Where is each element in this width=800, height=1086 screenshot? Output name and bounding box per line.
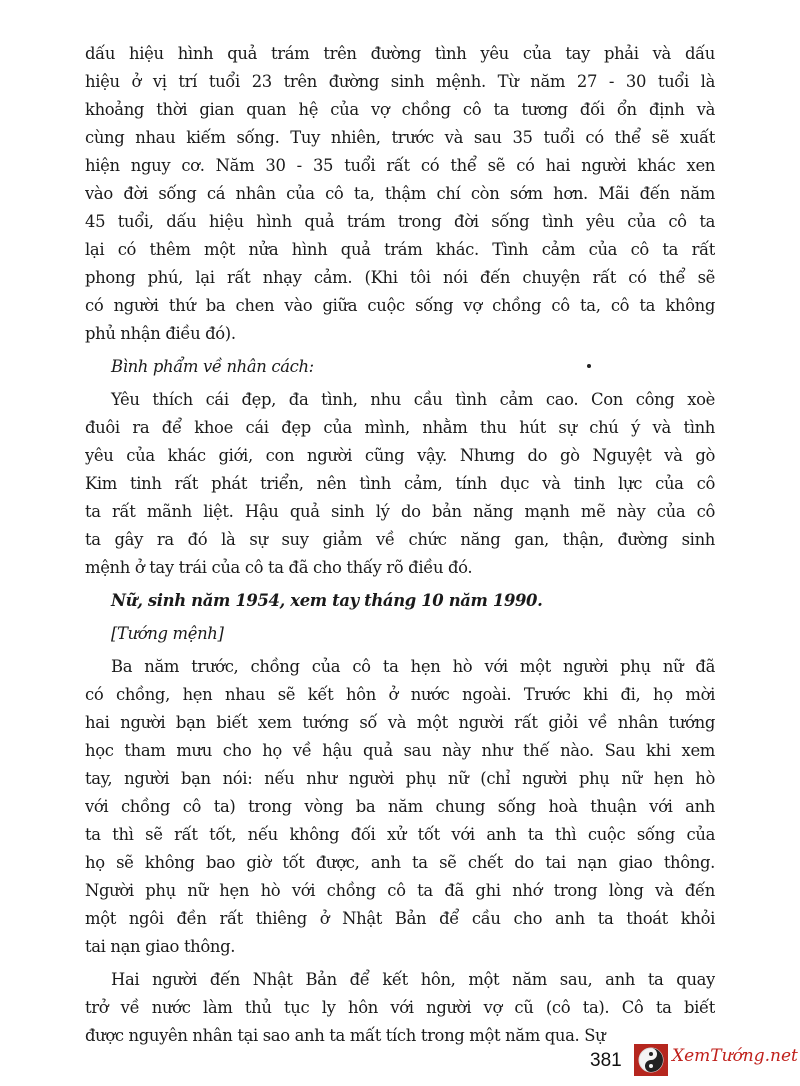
subheading-personality: Bình phẩm về nhân cách:	[111, 357, 314, 376]
text-line: mệnh ở tay trái của cô ta đã cho thấy rõ điều đó.	[85, 558, 473, 577]
text-line: Kim tinh rất phát triển, nên tình cảm, tính dục và tinh lực của cô	[85, 474, 715, 493]
text-line: được nguyên nhân tại sao anh ta mất tích trong một năm qua. Sự	[85, 1026, 606, 1045]
text-line: tai nạn giao thông.	[85, 937, 236, 956]
paragraph-3	[85, 653, 715, 961]
text-line: lại có thêm một nửa hình quả trám khác. Tình cảm của cô ta rất	[85, 240, 715, 259]
text-line: ta rất mãnh liệt. Hậu quả sinh lý do bản năng mạnh mẽ này của cô	[85, 502, 715, 521]
text-line: phủ nhận điều đó).	[85, 324, 236, 343]
watermark	[634, 1044, 798, 1078]
page-number: 381	[590, 1050, 622, 1071]
text-line: Hai người đến Nhật Bản để kết hôn, một năm sau, anh ta quay	[111, 970, 715, 989]
text-line: ta gây ra đó là sự suy giảm về chức năng gan, thận, đường sinh	[85, 530, 715, 549]
text-line: hiệu ở vị trí tuổi 23 trên đường sinh mệnh. Từ năm 27 - 30 tuổi là	[85, 72, 715, 91]
text-line: Ba năm trước, chồng của cô ta hẹn hò với một người phụ nữ đã	[111, 657, 715, 676]
case-heading: Nữ, sinh năm 1954, xem tay tháng 10 năm 1990.	[111, 591, 543, 610]
text-line: hai người bạn biết xem tướng số và một người rất giỏi về nhân tướng	[85, 713, 715, 732]
subheading-fate: [Tướng mệnh]	[111, 624, 224, 643]
text-line: học tham mưu cho họ về hậu quả sau này như thế nào. Sau khi xem	[85, 741, 715, 760]
text-line: trở về nước làm thủ tục ly hôn với người vợ cũ (cô ta). Cô ta biết	[85, 998, 715, 1017]
text-line: khoảng thời gian quan hệ của vợ chồng cô ta tương đối ổn định và	[85, 100, 715, 119]
text-line: hiện nguy cơ. Năm 30 - 35 tuổi rất có thể sẽ có hai người khác xen	[85, 156, 715, 175]
book-page	[85, 40, 715, 1050]
text-line: ta thì sẽ rất tốt, nếu không đối xử tốt với anh ta thì cuộc sống của	[85, 825, 715, 844]
text-line: đuôi ra để khoe cái đẹp của mình, nhằm thu hút sự chú ý và tình	[85, 418, 715, 437]
text-line: có chồng, hẹn nhau sẽ kết hôn ở nước ngoài. Trước khi đi, họ mời	[85, 685, 715, 704]
ink-speck	[587, 364, 591, 368]
text-line: dấu hiệu hình quả trám trên đường tình yêu của tay phải và dấu	[85, 44, 715, 63]
text-line: có người thứ ba chen vào giữa cuộc sống vợ chồng cô ta, cô ta không	[85, 296, 715, 315]
text-line: Người phụ nữ hẹn hò với chồng cô ta đã ghi nhớ trong lòng và đến	[85, 881, 715, 900]
watermark-text: XemTướng.net	[672, 1046, 798, 1066]
text-line: Yêu thích cái đẹp, đa tình, nhu cầu tình cảm cao. Con công xoè	[111, 390, 715, 409]
paragraph-1	[85, 40, 715, 348]
text-line: yêu của khác giới, con người cũng vậy. Nhưng do gò Nguyệt và gò	[85, 446, 715, 465]
paragraph-4	[85, 966, 715, 1050]
text-line: một ngôi đền rất thiêng ở Nhật Bản để cầu cho anh ta thoát khỏi	[85, 909, 715, 928]
text-line: họ sẽ không bao giờ tốt được, anh ta sẽ chết do tai nạn giao thông.	[85, 853, 715, 872]
text-line: cùng nhau kiếm sống. Tuy nhiên, trước và sau 35 tuổi có thể sẽ xuất	[85, 128, 715, 147]
text-line: 45 tuổi, dấu hiệu hình quả trám trong đời sống tình yêu của cô ta	[85, 212, 715, 231]
text-line: tay, người bạn nói: nếu như người phụ nữ (chỉ người phụ nữ hẹn hò	[85, 769, 715, 788]
paragraph-2	[85, 386, 715, 582]
text-line: phong phú, lại rất nhạy cảm. (Khi tôi nói đến chuyện rất có thể sẽ	[85, 268, 715, 287]
text-line: với chồng cô ta) trong vòng ba năm chung sống hoà thuận với anh	[85, 797, 715, 816]
text-line: vào đời sống cá nhân của cô ta, thậm chí còn sớm hơn. Mãi đến năm	[85, 184, 715, 203]
yin-yang-icon	[634, 1044, 668, 1076]
